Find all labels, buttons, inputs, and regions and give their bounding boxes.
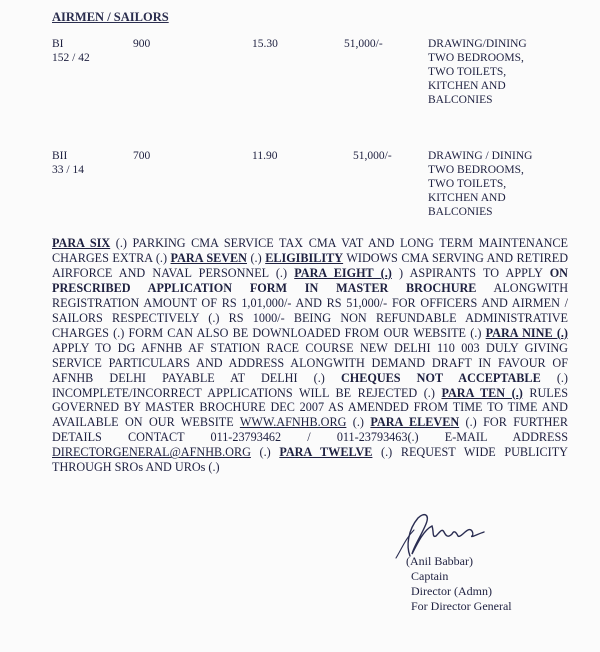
body-paragraphs: PARA SIX (.) PARKING CMA SERVICE TAX CMA VAT AND LONG TERM MAINTENANCE CHARGES EXTRA (.) PARA SEVEN (.) ELIGIBILITY WIDOWS CMA SERVING AND RETIRED AIRFORCE AND NAVAL PERSONNEL (.) PARA EIGHT (.) ) ASPIRANTS TO APPLY ON PRESCRIBED APPLICATION FORM IN MASTER BROCHURE ALONGWITH REGISTRATION AMOUNT OF RS 1,01,000/- AND RS 51,000/- FOR OFFICERS AND AIRMEN / SAILORS RESPECTIVELY (.) RS 1000/- BEING NON REFUNDABLE ADMINISTRATIVE CHARGES (.) FORM CAN ALSO BE DOWNLOADED FROM OUR WEBSITE (.) PARA NINE (.) APPLY TO DG AFNHB AF STATION RACE COURSE NEW DELHI 110 003 DULY GIVING SERVICE PARTICULARS AND ADDRESS ALONGWITH DEMAND DRAFT IN FAVOUR OF AFNHB DELHI PAYABLE AT DELHI (.) CHEQUES NOT ACCEPTABLE (.) INCOMPLETE/INCORRECT APPLICATIONS WILL BE REJECTED (.) PARA TEN (.) RULES GOVERNED BY MASTER BROCHURE DEC 2007 AS AMENDED FROM TIME TO TIME AND AVAILABLE ON OUR WEBSITE WWW.AFNHB.ORG (.) PARA ELEVEN (.) FOR FURTHER DETAILS CONTACT 011-23793462 / 011-23793463(.) E-MAIL ADDRESS DIRECTORGENERAL@AFNHB.ORG (.) PARA TWELVE (.) REQUEST WIDE PUBLICITY THROUGH SROs AND UROs (.) — [52, 236, 569, 475]
amount-value: 51,000/- — [353, 150, 392, 162]
para-seven-text: WIDOWS CMA SERVING AND RETIRED AIRFORCE AND NAVAL PERSONNEL (.) — [52, 250, 569, 280]
para-eleven-text: (.) FOR FURTHER DETAILS CONTACT 011-23793462 / 011-23793463(.) E-MAIL ADDRESS — [52, 415, 569, 445]
para-ten-label: PARA TEN (.) — [441, 385, 523, 400]
eligibility-label: ELIGIBILITY — [265, 250, 344, 265]
para-eleven-label: PARA ELEVEN — [370, 415, 460, 430]
para-nine-text: APPLY TO DG AFNHB AF STATION RACE COURSE NEW DELHI 110 003 DULY GIVING SERVICE PARTICULARS AND ADDRESS ALONGWITH DEMAND DRAFT IN FAVOUR OF AFNHB DELHI PAYABLE AT DELHI (.) — [52, 340, 568, 385]
description: DRAWING / DINING TWO BEDROOMS, TWO TOILETS, KITCHEN AND BALCONIES — [428, 150, 533, 218]
signature-block — [406, 554, 512, 614]
para-six-text: (.) PARKING CMA SERVICE TAX CMA VAT AND LONG TERM MAINTENANCE CHARGES EXTRA (.) — [52, 236, 568, 265]
para-twelve-label: PARA TWELVE — [279, 445, 373, 460]
house-type: BII 33 / 14 — [52, 150, 84, 176]
para-six-label: PARA SIX — [52, 236, 111, 250]
handwritten-signature — [388, 508, 498, 560]
cheques-note: CHEQUES NOT ACCEPTABLE — [340, 370, 541, 385]
amount-value: 51,000/- — [344, 38, 383, 50]
para-nine-label: PARA NINE (.) — [485, 325, 568, 340]
area-value: 900 — [133, 38, 151, 50]
para-eight-label: PARA EIGHT (.) — [294, 265, 392, 280]
house-type: BI 152 / 42 — [52, 38, 90, 64]
section-title: AIRMEN / SAILORS — [52, 10, 169, 24]
area-value: 700 — [133, 150, 151, 162]
para-eight-text: ALONGWITH REGISTRATION AMOUNT OF RS 1,01,000/- AND RS 51,000/- FOR OFFICERS AND AIRMEN / SAILORS RESPECTIVELY (.) RS 1000/- BEING NON REFUNDABLE ADMINISTRATIVE CHARGES (.) FORM CAN ALSO BE DOWNLOADED FROM OUR WEBSITE (.) — [52, 280, 568, 340]
para-twelve-text: (.) REQUEST WIDE PUBLICITY THROUGH SROs AND UROs (.) — [52, 445, 568, 475]
website-link[interactable]: WWW.AFNHB.ORG — [239, 415, 347, 430]
para-ten-text: RULES GOVERNED BY MASTER BROCHURE DEC 2007 AS AMENDED FROM TIME TO TIME AND AVAILABLE ON OUR WEBSITE — [52, 385, 568, 430]
para-seven-label: PARA SEVEN — [170, 250, 247, 265]
signatory-name: (Anil Babbar) — [406, 554, 473, 568]
rate-value: 15.30 — [252, 38, 278, 50]
email-link[interactable]: DIRECTORGENERAL@AFNHB.ORG — [52, 445, 251, 460]
signatory-for: For Director General — [411, 599, 512, 613]
description: DRAWING/DINING TWO BEDROOMS, TWO TOILETS, KITCHEN AND BALCONIES — [428, 38, 527, 106]
rate-value: 11.90 — [252, 150, 278, 162]
application-form-note: ON PRESCRIBED APPLICATION FORM IN MASTER BROCHURE — [52, 265, 568, 295]
signatory-title: Director (Admn) — [411, 584, 492, 598]
signatory-rank: Captain — [411, 569, 449, 583]
